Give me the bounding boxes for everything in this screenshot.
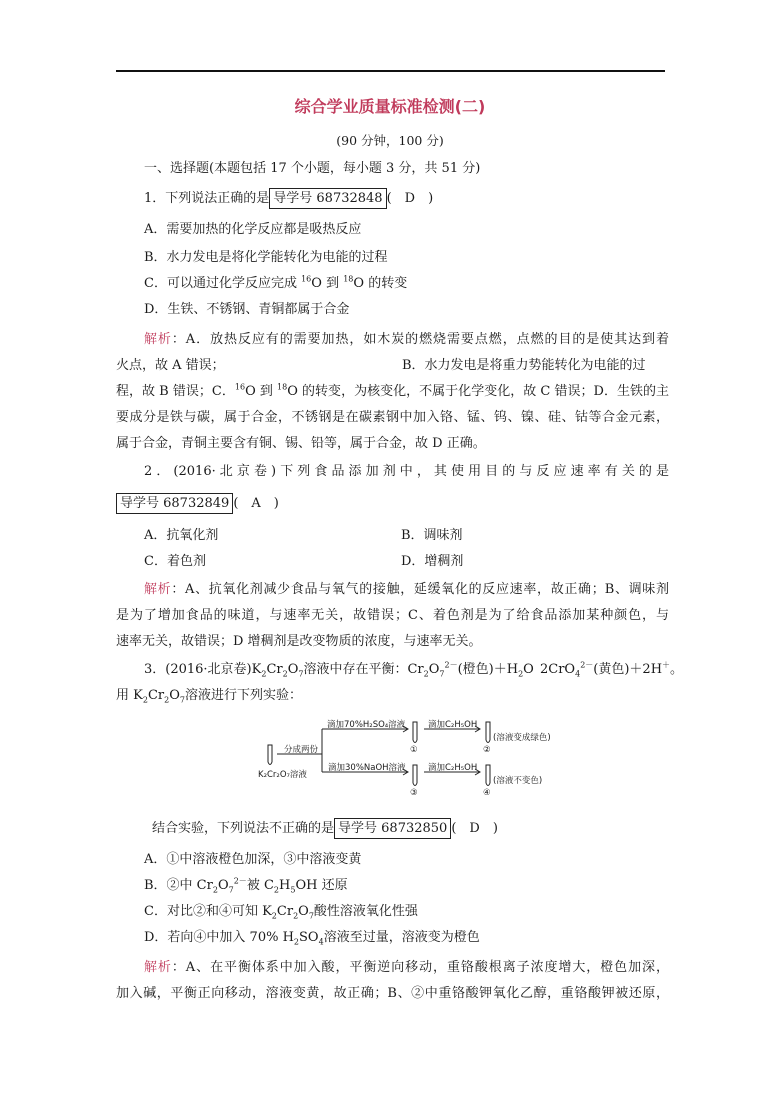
q1-explain-line: 要成分是铁与碳，属于合金，不锈钢是在碳素钢中加入铬、锰、钨、镍、硅、钴等合金元素， [116, 410, 669, 425]
tube-4-label: ④ [483, 788, 491, 798]
q2-explain-line: 解析：A、抗氧化剂减少食品与氧气的接触，延缓氧化的反应速率，故正确；B、调味剂 [144, 582, 669, 597]
result-bottom-label: (溶液不变色) [493, 776, 543, 786]
q3-stem: 3．(2016·北京卷)$K_2Cr_2O_7$溶液中存在平衡：$Cr_2O_7^{2-}$(橙色)$+H_2O$ [144, 660, 534, 679]
test-tube-icon [413, 722, 417, 743]
reagent-base-label: 滴加30%NaOH溶液 [328, 763, 406, 773]
test-tube-icon [486, 722, 490, 743]
test-tube-icon [413, 765, 417, 786]
q2-answer: ( A ) [233, 496, 279, 511]
question-2-code-line [116, 495, 279, 513]
split-label: 分成两份 [284, 745, 319, 755]
q2-option-d: D．增稠剂 [401, 554, 464, 569]
section-heading: 一、选择题(本题包括 17 个小题，每小题 3 分，共 51 分) [144, 161, 481, 176]
test-tube-icon [486, 765, 490, 786]
q3-option-c: C．对比②和④可知 $K_2Cr_2O_7$酸性溶液氧化性强 [144, 904, 418, 921]
tube-1-label: ① [410, 745, 418, 755]
q2-explain-line: 是为了增加食品的味道，与速率无关，故错误；C、着色剂是为了给食品添加某种颜色，与 [116, 608, 669, 623]
tube-2-label: ② [483, 745, 491, 755]
q1-explain-line: 属于合金，青铜主要含有铜、锡、铅等，属于合金，故 D 正确。 [116, 436, 486, 451]
q1-option-c: C．可以通过化学反应完成 $^{16}$O 到 $^{18}$O 的转变 [144, 274, 408, 291]
q3-stem-line2: 用 $K_2Cr_2O_7$溶液进行下列实验： [116, 688, 302, 705]
q2-explain-line: 速率无关，故错误；D 增稠剂是改变物质的浓度，与速率无关。 [116, 634, 482, 649]
start-solution-label: K₂Cr₂O₇溶液 [258, 770, 307, 780]
q3-answer: ( D ) [451, 821, 498, 836]
q1-explain-line: 程，故 B 错误；C．$^{16}$O 到 $^{18}$O 的转变，为核变化，不属于化学变化，故 C 错误；D．生铁的主 [116, 382, 669, 399]
q1-option-a: A．需要加热的化学反应都是吸热反应 [144, 222, 362, 237]
q3-conclude: 结合实验，下列说法不正确的是 导学号 68732850 ( D ) [152, 820, 498, 838]
page-title: 综合学业质量标准检测(二) [294, 97, 486, 116]
q2-stem: 2．(2016·北京卷)下列食品添加剂中，其使用目的与反应速率有关的是 [144, 464, 669, 479]
q1-stem: 1．下列说法正确的是 [144, 191, 270, 206]
q3-option-b: B．②中 $Cr_2O_7^{2-}$被 $C_2H_5OH$ 还原 [144, 876, 348, 895]
q3-option-a: A．①中溶液橙色加深，③中溶液变黄 [144, 852, 362, 867]
q1-code: 导学号 68732848 [269, 188, 386, 209]
page-subtitle: (90 分钟，100 分) [336, 133, 444, 148]
q1-option-d: D．生铁、不锈钢、青铜都属于合金 [144, 302, 350, 317]
q2-option-b: B．调味剂 [401, 528, 463, 543]
result-top-label: (溶液变成绿色) [493, 733, 551, 743]
q2-option-c: C．着色剂 [144, 554, 206, 569]
test-tube-icon [268, 745, 272, 765]
top-rule [116, 70, 665, 72]
question-1 [144, 190, 433, 208]
ethanol-bottom-label: 滴加C₂H₅OH [428, 763, 478, 773]
ethanol-top-label: 滴加C₂H₅OH [428, 720, 478, 730]
reagent-acid-label: 滴加70%H₂SO₄溶液 [327, 720, 406, 730]
q1-option-b: B．水力发电是将化学能转化为电能的过程 [144, 250, 388, 265]
q3-explain-line: 解析：A、在平衡体系中加入酸，平衡逆向移动，重铬酸根离子浓度增大，橙色加深， [144, 960, 669, 975]
q2-code: 导学号 68732849 [116, 493, 233, 514]
q2-option-a: A．抗氧化剂 [144, 528, 219, 543]
q1-explain-line: 火点，故 A 错误； [116, 358, 225, 373]
q3-explain-line: 加入碱，平衡正向移动，溶液变黄，故正确；B、②中重铬酸钾氧化乙醇，重铬酸钾被还原， [116, 986, 669, 1001]
q3-stem-right: 2CrO$_4^{2-}$(黄色)＋2H＋。 [540, 660, 684, 679]
q1-answer: ( D ) [386, 191, 434, 206]
q1-explain-line: 解析：A．放热反应有的需要加热，如木炭的燃烧需要点燃，点燃的目的是使其达到着 [144, 332, 669, 347]
q3-option-d: D．若向④中加入 70% $H_2SO_4$溶液至过量，溶液变为橙色 [144, 930, 480, 947]
q1-explain-line: B．水力发电是将重力势能转化为电能的过 [402, 358, 646, 373]
q3-code: 导学号 68732850 [334, 818, 451, 839]
tube-3-label: ③ [410, 788, 418, 798]
